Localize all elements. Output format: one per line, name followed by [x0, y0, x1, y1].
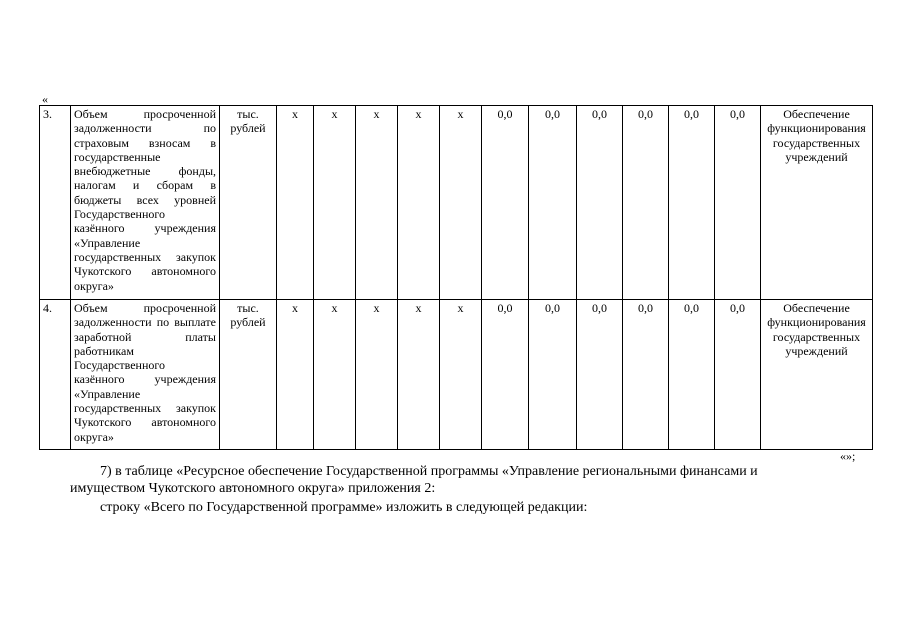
x-cell: х [314, 106, 356, 300]
x-cell: х [398, 106, 440, 300]
x-cell: х [314, 300, 356, 450]
value-cell: 0,0 [715, 106, 761, 300]
x-cell: х [398, 300, 440, 450]
row-number: 4. [40, 300, 71, 450]
value-cell: 0,0 [577, 106, 623, 300]
row-number: 3. [40, 106, 71, 300]
x-cell: х [277, 106, 314, 300]
indicators-table [39, 105, 873, 450]
unit-cell: тыс. рублей [220, 106, 277, 300]
value-cell: 0,0 [623, 106, 669, 300]
x-cell: х [277, 300, 314, 450]
open-quote: « [42, 92, 48, 106]
unit-cell: тыс. рублей [220, 300, 277, 450]
value-cell: 0,0 [529, 106, 577, 300]
indicator-description: Объем просроченной задолженности по страховым взносам в государственные внебюджетные фонды, налогам и сборам в бюджеты всех уровней Государственного казённого учреждения «Управление государственных закупок Чукотского автономного округа» [71, 106, 220, 300]
x-cell: х [356, 300, 398, 450]
table-row [40, 300, 873, 450]
x-cell: х [440, 300, 482, 450]
value-cell: 0,0 [529, 300, 577, 450]
x-cell: х [356, 106, 398, 300]
paragraph-7: 7) в таблице «Ресурсное обеспечение Государственной программы «Управление региональными финансами и [100, 464, 758, 479]
paragraph-7-continued: имуществом Чукотского автономного округа» приложения 2: [70, 481, 436, 496]
value-cell: 0,0 [482, 300, 529, 450]
close-quote: «»; [840, 449, 856, 463]
purpose-cell: Обеспечение функционирования государственных учреждений [761, 300, 873, 450]
value-cell: 0,0 [715, 300, 761, 450]
indicator-description: Объем просроченной задолженности по выплате заработной платы работникам Государственного казённого учреждения «Управление государственных закупок Чукотского автономного округа» [71, 300, 220, 450]
value-cell: 0,0 [669, 106, 715, 300]
value-cell: 0,0 [623, 300, 669, 450]
value-cell: 0,0 [482, 106, 529, 300]
value-cell: 0,0 [669, 300, 715, 450]
purpose-cell: Обеспечение функционирования государственных учреждений [761, 106, 873, 300]
x-cell: х [440, 106, 482, 300]
paragraph-instruction: строку «Всего по Государственной программе» изложить в следующей редакции: [100, 500, 588, 515]
value-cell: 0,0 [577, 300, 623, 450]
table-row [40, 106, 873, 300]
